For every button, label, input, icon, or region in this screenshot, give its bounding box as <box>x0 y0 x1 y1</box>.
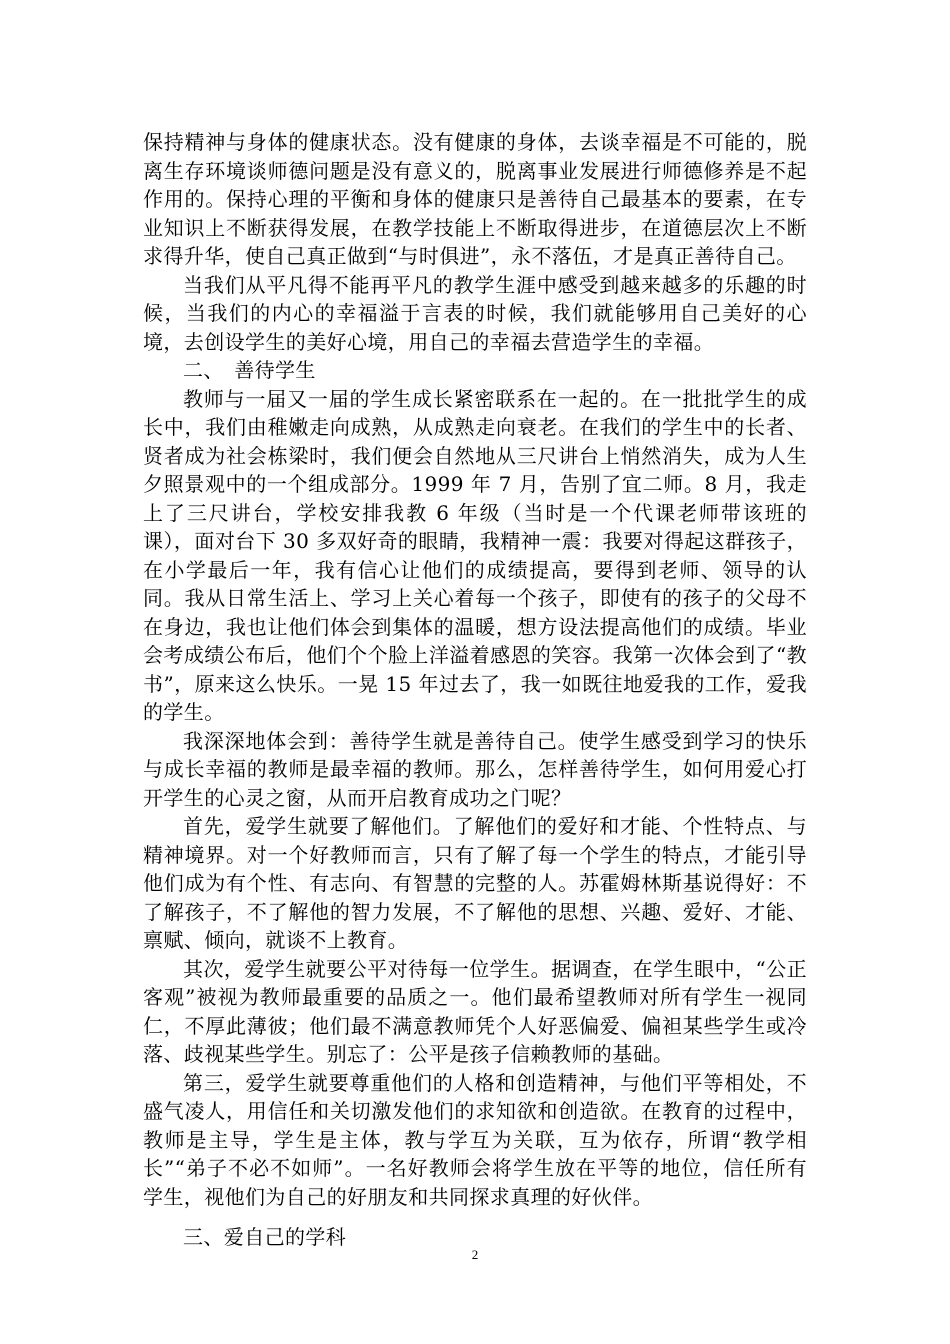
section-heading-love-subject: 三、爱自己的学科 <box>183 1225 347 1249</box>
paragraph-happiness: 当我们从平凡得不能再平凡的教学生涯中感受到越来越多的乐趣的时候，当我们的内心的幸福溢于言表的时候，我们就能够用自己美好的心境，去创设学生的美好心境，用自己的幸福去营造学生的幸福。 <box>143 272 807 354</box>
section-heading-treat-students: 二、 善待学生 <box>183 358 316 382</box>
paragraph-third-respect: 第三，爱学生就要尊重他们的人格和创造精神，与他们平等相处，不盛气凌人，用信任和关切激发他们的求知欲和创造欲。在教育的过程中，教师是主导，学生是主体，教与学互为关联，互为依存，所谓“教学相长”“弟子不必不如师”。一名好教师会将学生放在平等的地位，信任所有学生，视他们为自己的好朋友和共同探求真理的好伙伴。 <box>143 1070 807 1209</box>
page-number: 2 <box>471 1247 479 1262</box>
document-body <box>143 128 807 1252</box>
paragraph-teacher-story: 教师与一届又一届的学生成长紧密联系在一起的。在一批批学生的成长中，我们由稚嫩走向成熟，从成熟走向衰老。在我们的学生中的长者、贤者成为社会栋梁时，我们便会自然地从三尺讲台上悄然消失，成为人生夕照景观中的一个组成部分。1999 年 7 月，告别了宜二师。8 月，我走上了三尺讲台，学校安排我教 6 年级（当时是一个代课老师带该班的课），面对台下 30 多双好奇的眼睛，我精神一震：我要对得起这群孩子，在小学最后一年，我有信心让他们的成绩提高，要得到老师、领导的认同。我从日常生活上、学习上关心着每一个孩子，即使有的孩子的父母不在身边，我也让他们体会到集体的温暖，想方设法提高他们的成绩。毕业会考成绩公布后，他们个个脸上洋溢着感恩的笑容。我第一次体会到了“教书”，原来这么快乐。一晃 15 年过去了，我一如既往地爱我的工作，爱我的学生。 <box>143 386 807 724</box>
paragraph-health: 保持精神与身体的健康状态。没有健康的身体，去谈幸福是不可能的，脱离生存环境谈师德问题是没有意义的，脱离事业发展进行师德修养是不起作用的。保持心理的平衡和身体的健康只是善待自己最基本的要素，在专业知识上不断获得发展，在教学技能上不断取得进步，在道德层次上不断求得升华，使自己真正做到“与时俱进”，永不落伍，才是真正善待自己。 <box>143 130 807 268</box>
paragraph-second-fairness: 其次，爱学生就要公平对待每一位学生。据调查，在学生眼中，“公正客观”被视为教师最重要的品质之一。他们最希望教师对所有学生一视同仁，不厚此薄彼；他们最不满意教师凭个人好恶偏爱、偏袒某些学生或冷落、歧视某些学生。别忘了：公平是孩子信赖教师的基础。 <box>143 956 807 1066</box>
paragraph-first-understand: 首先，爱学生就要了解他们。了解他们的爱好和才能、个性特点、与精神境界。对一个好教师而言，只有了解了每一个学生的特点，才能引导他们成为有个性、有志向、有智慧的完整的人。苏霍姆林斯基说得好：不了解孩子，不了解他的智力发展，不了解他的思想、兴趣、爱好、才能、禀赋、倾向，就谈不上教育。 <box>143 814 807 952</box>
paragraph-deep-understanding: 我深深地体会到：善待学生就是善待自己。使学生感受到学习的快乐与成长幸福的教师是最幸福的教师。那么，怎样善待学生，如何用爱心打开学生的心灵之窗，从而开启教育成功之门呢？ <box>143 728 807 810</box>
